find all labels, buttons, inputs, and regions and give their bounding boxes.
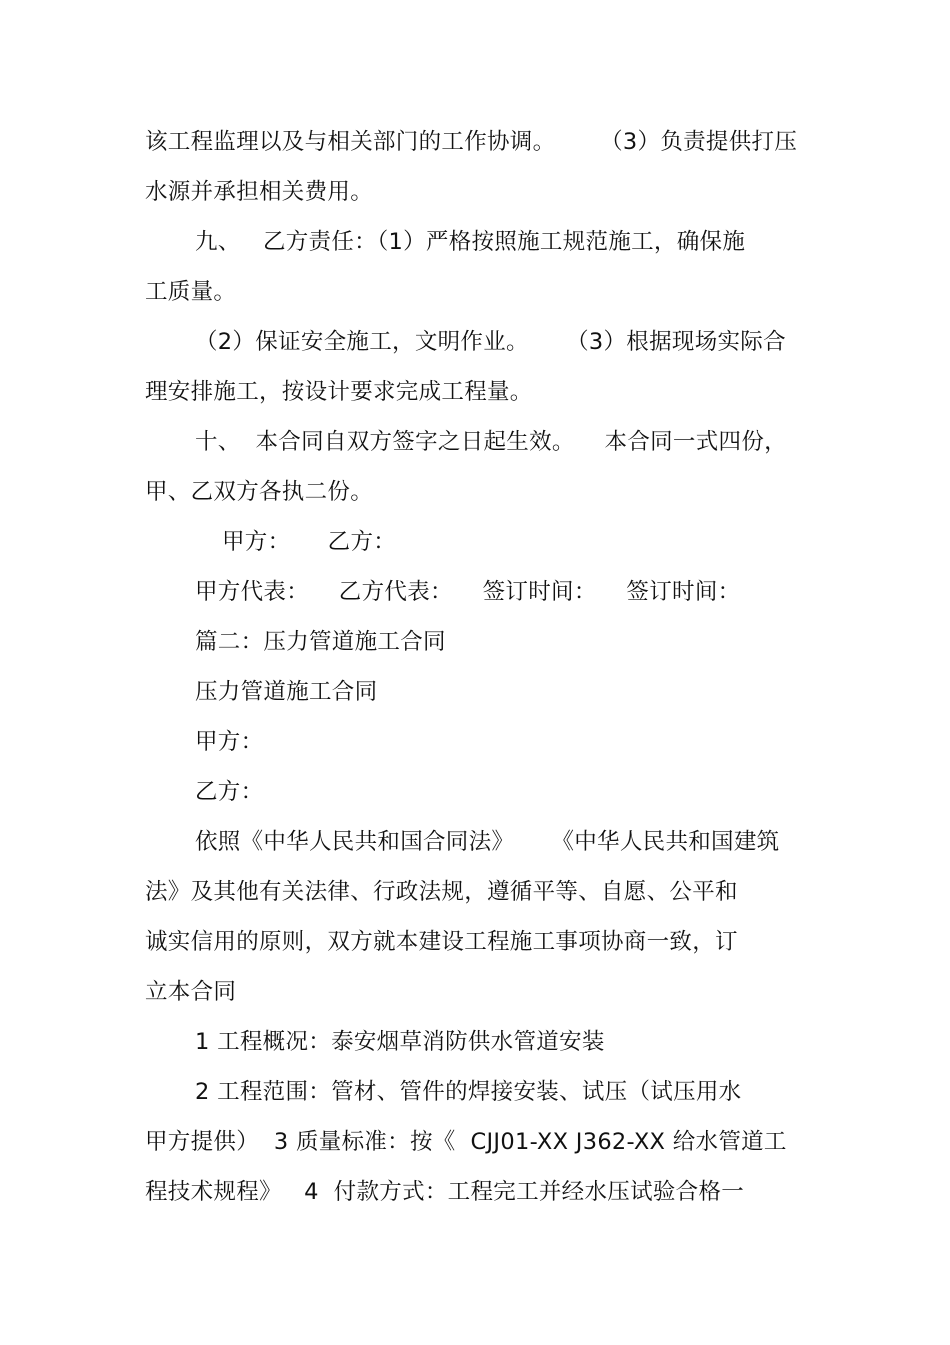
text-line: 工质量。 (145, 279, 237, 305)
text-line: 水源并承担相关费用。 (145, 179, 374, 205)
text-line: 依照《中华人民共和国合同法》 《中华人民共和国建筑 (195, 829, 780, 855)
text-line: 甲、乙双方各执二份。 (145, 479, 374, 505)
text-line: 该工程监理以及与相关部门的工作协调。 （3）负责提供打压 (145, 129, 798, 155)
text-line: 立本合同 (145, 979, 237, 1005)
signature-parties: 甲方： 乙方： (222, 529, 397, 555)
text-line: 甲方提供） 3 质量标准：按《 CJJ01-XX J362-XX 给水管道工 (145, 1129, 787, 1155)
text-line: 十、 本合同自双方签字之日起生效。 本合同一式四份， (195, 429, 787, 455)
text-line: 2 工程范围：管材、管件的焊接安装、试压（试压用水 (195, 1079, 742, 1105)
text-line: 1 工程概况：泰安烟草消防供水管道安装 (195, 1029, 605, 1055)
signature-representatives: 甲方代表： 乙方代表： 签订时间： 签订时间： (195, 579, 741, 605)
text-line: 程技术规程》 4 付款方式：工程完工并经水压试验合格一 (145, 1179, 745, 1205)
text-line: 法》及其他有关法律、行政法规，遵循平等、自愿、公平和 (145, 879, 738, 905)
text-line: 九、 乙方责任：（1）严格按照施工规范施工，确保施 (195, 229, 746, 255)
text-line: 理安排施工，按设计要求完成工程量。 (145, 379, 533, 405)
party-a-label: 甲方： (195, 729, 264, 755)
section-heading: 篇二：压力管道施工合同 (195, 629, 446, 655)
contract-title: 压力管道施工合同 (195, 679, 378, 705)
party-b-label: 乙方： (195, 779, 264, 805)
text-line: （2）保证安全施工，文明作业。 （3）根据现场实际合 (195, 329, 786, 355)
text-line: 诚实信用的原则，双方就本建设工程施工事项协商一致，订 (145, 929, 738, 955)
